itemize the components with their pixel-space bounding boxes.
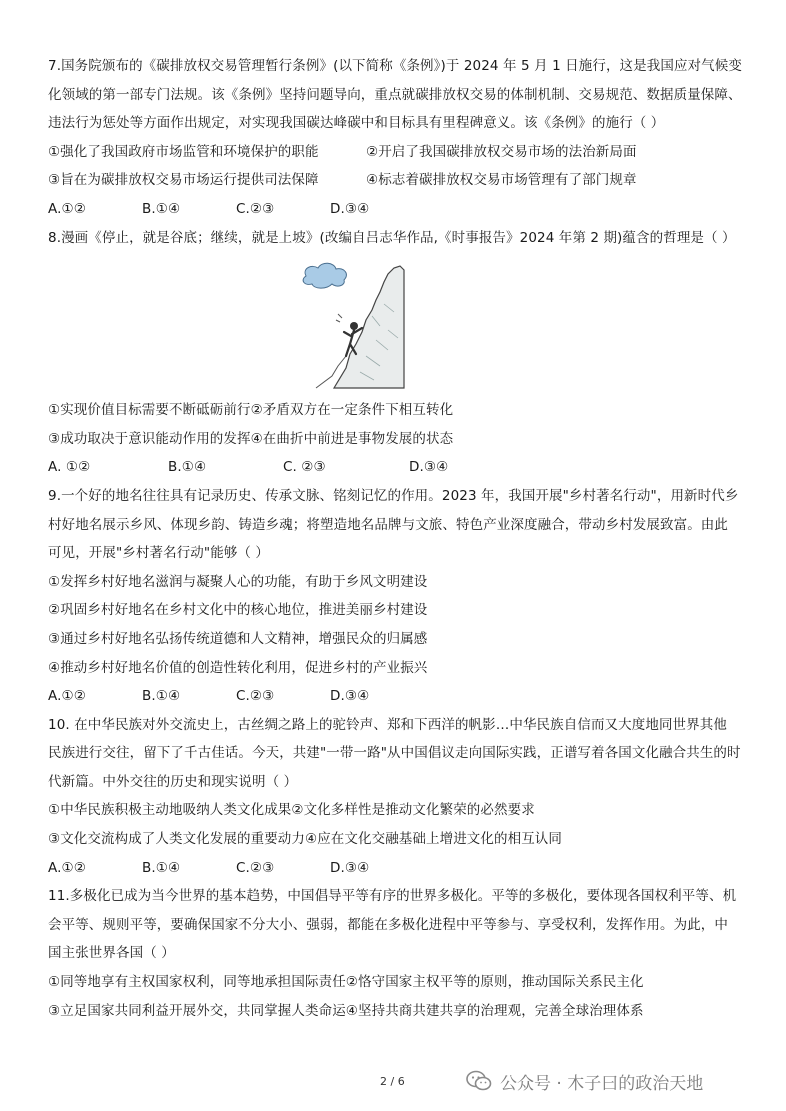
- q7-statement-2: ②开启了我国碳排放权交易市场的法治新局面: [366, 143, 637, 160]
- q7-stem-line-3: 违法行为惩处等方面作出规定，对实现我国碳达峰碳中和目标具有里程碑意义。该《条例》的施行（ ）: [48, 115, 665, 132]
- q7-stem-line-1: 7.国务院颁布的《碳排放权交易管理暂行条例》(以下简称《条例》)于 2024 年 5 月 1 日施行，这是我国应对气候变: [48, 58, 742, 74]
- q10-option-a[interactable]: A.①②: [48, 859, 86, 876]
- cartoon-climber-illustration: [276, 256, 406, 390]
- q9-statement-2: ②巩固乡村好地名在乡村文化中的核心地位，推进美丽乡村建设: [48, 602, 428, 619]
- wechat-icon: [466, 1070, 492, 1092]
- q9-stem-line-2: 村好地名展示乡风、体现乡韵、铸造乡魂；将塑造地名品牌与文旅、特色产业深度融合，带动乡村发展致富。由此: [48, 516, 728, 533]
- q7-stem-line-2: 化领域的第一部专门法规。该《条例》坚持问题导向，重点就碳排放权交易的体制机制、交易规范、数据质量保障、: [48, 86, 742, 103]
- q7-statements-row-1: [48, 138, 748, 167]
- q11-stem-line-2: 会平等、规则平等，要确保国家不分大小、强弱，都能在多极化进程中平等参与、享受权利，发挥作用。为此，中: [48, 916, 728, 933]
- page-number: 2 / 6: [380, 1075, 405, 1088]
- q11-stem-line-1: 11.多极化已成为当今世界的基本趋势，中国倡导平等有序的世界多极化。平等的多极化，要体现各国权利平等、机: [48, 888, 737, 905]
- q7-option-d[interactable]: D.③④: [330, 200, 370, 217]
- q11-statements-1-2: ①同等地享有主权国家权利，同等地承担国际责任②恪守国家主权平等的原则，推动国际关系民主化: [48, 974, 644, 991]
- q11-statements-3-4: ③立足国家共同利益开展外交，共同掌握人类命运④坚持共商共建共享的治理观，完善全球治理体系: [48, 1002, 644, 1019]
- q10-statements-3-4: ③文化交流构成了人类文化发展的重要动力④应在文化交融基础上增进文化的相互认同: [48, 831, 563, 848]
- q8-option-b[interactable]: B.①④: [168, 459, 207, 476]
- q9-statement-4: ④推动乡村好地名价值的创造性转化利用，促进乡村的产业振兴: [48, 659, 428, 676]
- q9-option-d[interactable]: D.③④: [330, 688, 370, 705]
- question-9: [48, 482, 748, 711]
- q7-statements-row-2: [48, 166, 748, 195]
- q9-stem-line-1: 9.一个好的地名往往具有记录历史、传承文脉、铭刻记忆的作用。2023 年，我国开展"乡村著名行动"，用新时代乡: [48, 487, 739, 504]
- q10-stem-line-1: 10. 在中华民族对外交流史上，古丝绸之路上的驼铃声、郑和下西洋的帆影…中华民族自信而又大度地同世界其他: [48, 716, 727, 733]
- q8-statements-1-2: ①实现价值目标需要不断砥砺前行②矛盾双方在一定条件下相互转化: [48, 402, 454, 419]
- q7-statement-3: ③旨在为碳排放权交易市场运行提供司法保障: [48, 172, 319, 189]
- q11-stem-line-3: 国主张世界各国（ ）: [48, 945, 175, 962]
- question-7: [48, 52, 748, 224]
- q10-options: [48, 854, 748, 883]
- q10-stem-line-3: 代新篇。中外交往的历史和现实说明（ ）: [48, 773, 298, 790]
- question-10: [48, 711, 748, 883]
- q9-option-c[interactable]: C.②③: [236, 688, 275, 705]
- q7-statement-4: ④标志着碳排放权交易市场管理有了部门规章: [366, 172, 637, 189]
- q8-options: [48, 453, 748, 482]
- q9-statement-1: ①发挥乡村好地名滋润与凝聚人心的功能，有助于乡风文明建设: [48, 573, 428, 590]
- wechat-watermark: [466, 1066, 703, 1096]
- q10-option-d[interactable]: D.③④: [330, 859, 370, 876]
- q9-options: [48, 682, 748, 711]
- q9-option-a[interactable]: A.①②: [48, 688, 86, 705]
- q9-option-b[interactable]: B.①④: [142, 688, 181, 705]
- cartoon-figure: [48, 256, 748, 394]
- q8-option-d[interactable]: D.③④: [409, 459, 449, 476]
- q8-stem: 8.漫画《停止，就是谷底；继续，就是上坡》(改编自吕志华作品,《时事报告》2024 年第 2 期)蕴含的哲理是（ ）: [48, 229, 736, 246]
- q7-option-c[interactable]: C.②③: [236, 200, 275, 217]
- q10-statements-1-2: ①中华民族积极主动地吸纳人类文化成果②文化多样性是推动文化繁荣的必然要求: [48, 802, 535, 819]
- question-11: [48, 882, 748, 1025]
- q9-stem-line-3: 可见，开展"乡村著名行动"能够（ ）: [48, 545, 270, 562]
- q10-option-c[interactable]: C.②③: [236, 859, 275, 876]
- q8-option-c[interactable]: C. ②③: [283, 459, 326, 476]
- q8-statements-3-4: ③成功取决于意识能动作用的发挥④在曲折中前进是事物发展的状态: [48, 430, 454, 447]
- q7-option-b[interactable]: B.①④: [142, 200, 181, 217]
- watermark-text: 公众号 · 木子曰的政治天地: [500, 1073, 704, 1094]
- q10-stem-line-2: 民族进行交往，留下了千古佳话。今天，共建"一带一路"从中国倡议走向国际实践，正谱写着各国文化融合共生的时: [48, 745, 741, 762]
- q9-statement-3: ③通过乡村好地名弘扬传统道德和人文精神，增强民众的归属感: [48, 630, 428, 647]
- q7-statement-1: ①强化了我国政府市场监管和环境保护的职能: [48, 143, 319, 160]
- q7-option-a[interactable]: A.①②: [48, 200, 86, 217]
- question-8: [48, 224, 748, 482]
- q10-option-b[interactable]: B.①④: [142, 859, 181, 876]
- q7-options: [48, 195, 748, 224]
- q8-option-a[interactable]: A. ①②: [48, 459, 91, 476]
- page-content: [48, 52, 748, 1025]
